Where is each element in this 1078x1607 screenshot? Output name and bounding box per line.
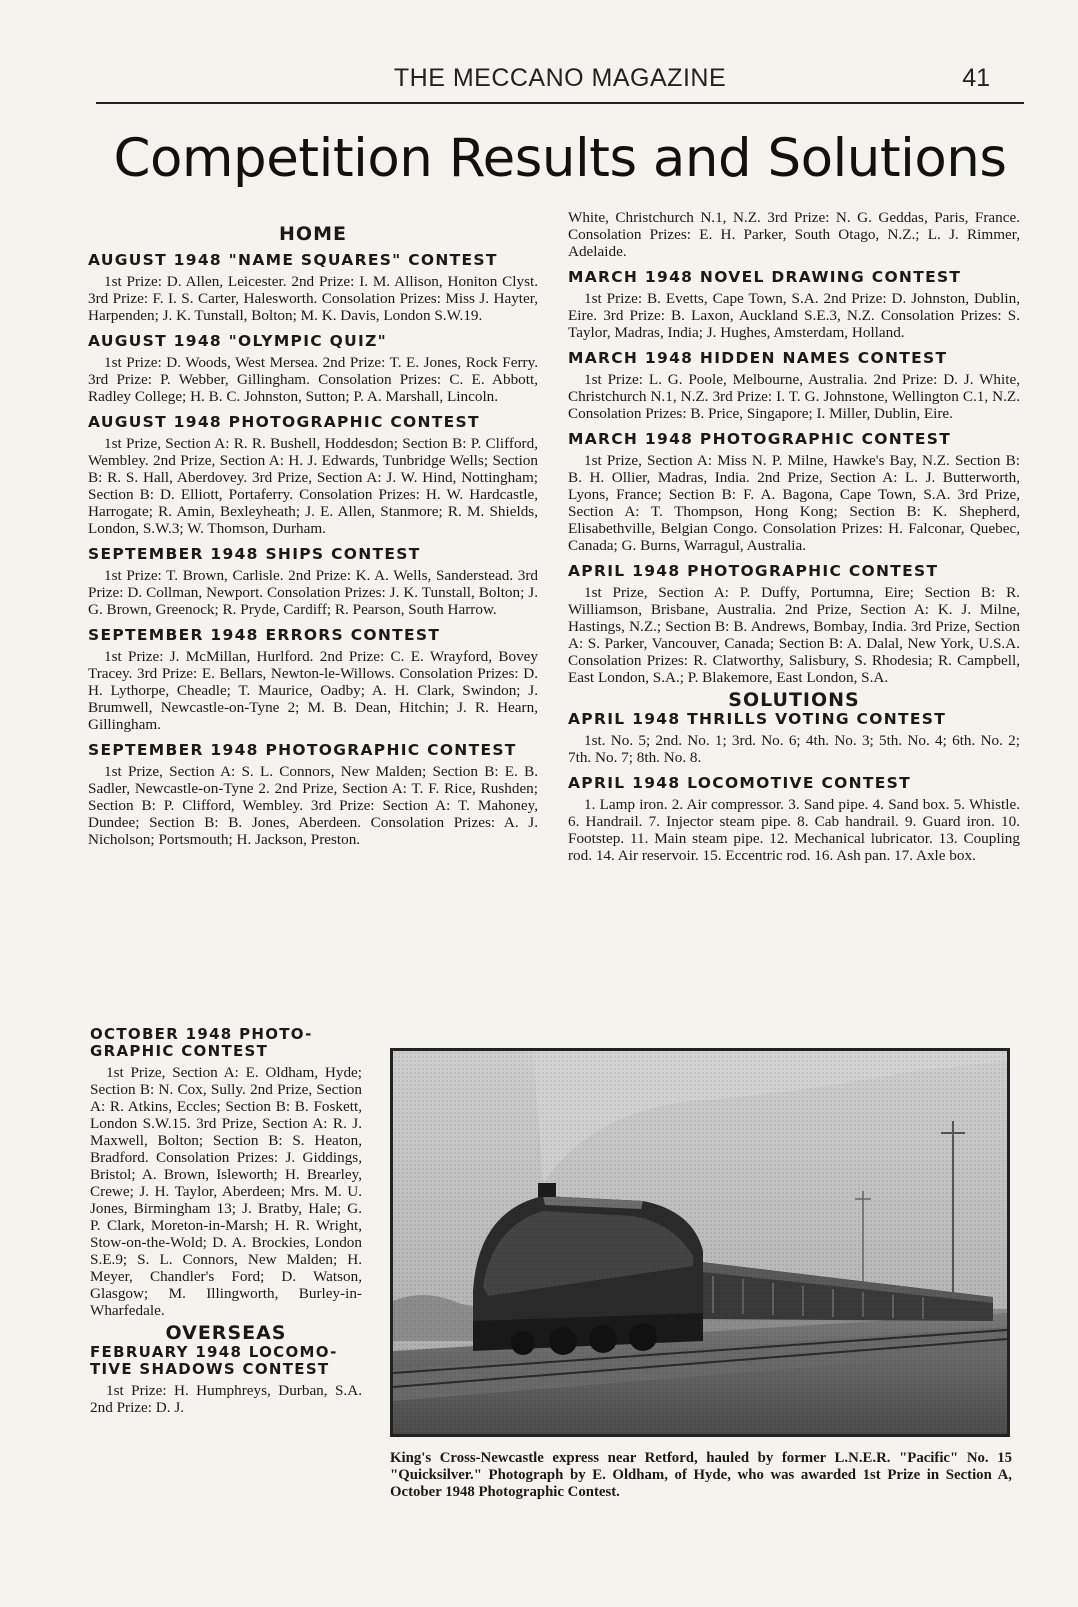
page-title: Competition Results and Solutions bbox=[113, 128, 1007, 189]
contest-results: 1. Lamp iron. 2. Air compressor. 3. Sand pipe. 4. Sand box. 5. Whistle. 6. Handrail. 7. Injector steam pipe. 8. Cab handrail. 9. Guard iron. 10. Footstep. 11. Main steam pipe. 12. Mechanical lubricator. 13. Coupling rod. 14. Air reservoir. 15. Eccentric rod. 16. Ash pan. 17. Axle box. bbox=[568, 796, 1020, 864]
contest-title: APRIL 1948 LOCOMOTIVE CONTEST bbox=[568, 774, 911, 792]
contest-results: 1st Prize: T. Brown, Carlisle. 2nd Prize: K. A. Wells, Sanderstead. 3rd Prize: D. Collman, Newport. Consolation Prizes: J. K. Tunstall, Bolton; J. G. Brown, Greenock; R. Pryde, Cardiff; R. Pearson, South Harrow. bbox=[88, 567, 538, 618]
contest-title: APRIL 1948 PHOTOGRAPHIC CONTEST bbox=[568, 562, 939, 580]
train-photograph bbox=[390, 1048, 1010, 1437]
contest-title: AUGUST 1948 "OLYMPIC QUIZ" bbox=[88, 332, 387, 350]
contest-results: 1st Prize, Section A: P. Duffy, Portumna, Eire; Section B: R. Williamson, Brisbane, Australia. 2nd Prize, Section A: K. J. Milne, Hastings, N.Z.; Section B: B. Andrews, Bombay, India. 3rd Prize, Section A: S. Parker, Vancouver, Canada; Section B: A. Dalal, New York, U.S.A. Consolation Prizes: R. Clatworthy, Salisbury, S. Rhodesia; R. Campbell, East London, S.A.; P. Blakemore, East London, S.A. bbox=[568, 584, 1020, 686]
contest-results-continued: White, Christchurch N.1, N.Z. 3rd Prize: N. G. Geddas, Paris, France. Consolation Prizes: E. H. Parker, South Otago, N.Z.; L. J. Rimmer, Adelaide. bbox=[568, 209, 1020, 260]
contest-title: OCTOBER 1948 PHOTO-GRAPHIC CONTEST bbox=[90, 1025, 313, 1060]
contest-block bbox=[88, 333, 538, 405]
contest-results: 1st Prize: B. Evetts, Cape Town, S.A. 2nd Prize: D. Johnston, Dublin, Eire. 3rd Prize: B. Laxon, Auckland S.E.3, N.Z. Consolation Prizes: S. Taylor, Madras, India; J. Hughes, Amsterdam, Holland. bbox=[568, 290, 1020, 341]
contest-title: MARCH 1948 PHOTOGRAPHIC CONTEST bbox=[568, 430, 952, 448]
running-header bbox=[96, 62, 1024, 104]
contest-title: MARCH 1948 HIDDEN NAMES CONTEST bbox=[568, 349, 948, 367]
contest-block bbox=[88, 627, 538, 733]
contest-block bbox=[88, 742, 538, 848]
contest-block bbox=[568, 775, 1020, 864]
contest-block bbox=[568, 269, 1020, 341]
contest-title: SEPTEMBER 1948 SHIPS CONTEST bbox=[88, 545, 421, 563]
contest-block bbox=[568, 563, 1020, 686]
contest-block bbox=[88, 414, 538, 537]
contest-block bbox=[90, 1344, 362, 1416]
contest-block bbox=[568, 711, 1020, 766]
contest-block bbox=[88, 252, 538, 324]
contest-title: AUGUST 1948 "NAME SQUARES" CONTEST bbox=[88, 251, 498, 269]
contest-title: APRIL 1948 THRILLS VOTING CONTEST bbox=[568, 710, 947, 728]
contest-block bbox=[568, 350, 1020, 422]
contest-results: 1st Prize: J. McMillan, Hurlford. 2nd Prize: C. E. Wrayford, Bovey Tracey. 3rd Prize: E. Bellars, Newton-le-Willows. Consolation Prizes: D. H. Lythorpe, Cheadle; T. Maurice, Oadby; A. H. Clark, Swindon; J. Brumwell, Newcastle-on-Tyne 2; M. B. Dean, Hitchin; J. R. Hearn, Gillingham. bbox=[88, 648, 538, 733]
contest-block bbox=[88, 546, 538, 618]
overseas-column bbox=[568, 209, 1020, 864]
contest-title: SEPTEMBER 1948 ERRORS CONTEST bbox=[88, 626, 441, 644]
contest-title: FEBRUARY 1948 LOCOMO-TIVE SHADOWS CONTEST bbox=[90, 1343, 338, 1378]
contest-results: 1st Prize, Section A: S. L. Connors, New Malden; Section B: E. B. Sadler, Newcastle-on-Tyne 2. 2nd Prize, Section A: T. F. Rice, Rushden; Section B: P. Clifford, Wembley. 3rd Prize: Section A: T. Mahoney, Dundee; Section B: B. Jones, Aberdeen. Consolation Prizes: A. J. Nicholson; Portsmouth; H. Jackson, Preston. bbox=[88, 763, 538, 848]
contest-results: 1st Prize, Section A: R. R. Bushell, Hoddesdon; Section B: P. Clifford, Wembley. 2nd Prize, Section A: H. J. Edwards, Tunbridge Wells; Section B: R. S. Hall, Aberdovey. 3rd Prize, Section A: J. W. Hind, Nottingham; Section B: D. Elliott, Portaferry. Consolation Prizes: H. W. Hardcastle, Harrogate; R. Amin, Bexleyheath; J. E. Allen, Stanmore; R. M. Shields, London, S.W.3; W. Thomson, Durham. bbox=[88, 435, 538, 537]
narrow-column bbox=[90, 1026, 362, 1416]
contest-results: 1st Prize: D. Allen, Leicester. 2nd Prize: I. M. Allison, Honiton Clyst. 3rd Prize: F. I. S. Carter, Halesworth. Consolation Prizes: Miss J. Hayter, Harpenden; J. K. Tunstall, Bolton; M. K. Davis, London S.W.19. bbox=[88, 273, 538, 324]
contest-results: 1st. No. 5; 2nd. No. 1; 3rd. No. 6; 4th. No. 3; 5th. No. 4; 6th. No. 2; 7th. No. 7; 8th. No. 8. bbox=[568, 732, 1020, 766]
contest-results: 1st Prize, Section A: E. Oldham, Hyde; Section B: N. Cox, Sully. 2nd Prize, Section A: R. Atkins, Eccles; Section B: B. Foskett, London S.W.15. 3rd Prize, Section A: R. J. Maxwell, Bolton; Section B: S. Heaton, Bradford. Consolation Prizes: J. Giddings, Bristol; A. Brown, Isleworth; H. Brearley, Crewe; J. H. Taylor, Aberdeen; Mrs. M. U. Jones, Birmingham 13; J. Bratby, Hale; G. P. Clark, Moreton-in-Marsh; H. R. Wright, Stow-on-the-Wold; D. A. Brockies, London S.E.9; S. L. Connors, New Malden; H. Meyer, Chandler's Ford; D. Watson, Glasgow; M. Illingworth, Burley-in-Wharfedale. bbox=[90, 1064, 362, 1319]
contest-results: 1st Prize, Section A: Miss N. P. Milne, Hawke's Bay, N.Z. Section B: B. H. Ollier, Madras, India. 2nd Prize, Section A: L. J. Butterworth, Lyons, France; Section B: F. A. Bagona, Cape Town, S.A. 3rd Prize, Section A: T. Thompson, Hong Kong; Section B: K. Shepherd, Elisabethville, Belgian Congo. Consolation Prizes: H. Falconar, Quebec, Canada; G. Burns, Warragul, Australia. bbox=[568, 452, 1020, 554]
train-photo-illustration bbox=[393, 1051, 1007, 1434]
contest-title: AUGUST 1948 PHOTOGRAPHIC CONTEST bbox=[88, 413, 480, 431]
contest-results: 1st Prize: L. G. Poole, Melbourne, Australia. 2nd Prize: D. J. White, Christchurch N.1, N.Z. 3rd Prize: I. T. G. Johnstone, Wellington C.1, N.Z. Consolation Prizes: B. Price, Singapore; I. Miller, Dublin, Eire. bbox=[568, 371, 1020, 422]
contest-title: MARCH 1948 NOVEL DRAWING CONTEST bbox=[568, 268, 962, 286]
contest-title: SEPTEMBER 1948 PHOTOGRAPHIC CONTEST bbox=[88, 741, 517, 759]
home-heading: HOME bbox=[279, 223, 347, 245]
solutions-heading: SOLUTIONS bbox=[728, 689, 860, 711]
overseas-heading: OVERSEAS bbox=[165, 1322, 287, 1344]
home-column bbox=[88, 223, 538, 848]
contest-results: 1st Prize: H. Humphreys, Durban, S.A. 2nd Prize: D. J. bbox=[90, 1382, 362, 1416]
magazine-title: THE MECCANO MAGAZINE bbox=[393, 64, 727, 92]
photo-caption: King's Cross-Newcastle express near Retford, hauled by former L.N.E.R. "Pacific" No. 15 "Quicksilver." Photograph by E. Oldham, of Hyde, who was awarded 1st Prize in Section A, October 1948 Photographic Contest. bbox=[390, 1450, 1012, 1500]
contest-block bbox=[568, 431, 1020, 554]
contest-block bbox=[90, 1026, 362, 1319]
page-number: 41 bbox=[962, 64, 990, 92]
contest-results: 1st Prize: D. Woods, West Mersea. 2nd Prize: T. E. Jones, Rock Ferry. 3rd Prize: P. Webber, Gillingham. Consolation Prizes: C. E. Abbott, Radley College; H. B. C. Johnston, Sutton; P. A. Marshall, Lincoln. bbox=[88, 354, 538, 405]
